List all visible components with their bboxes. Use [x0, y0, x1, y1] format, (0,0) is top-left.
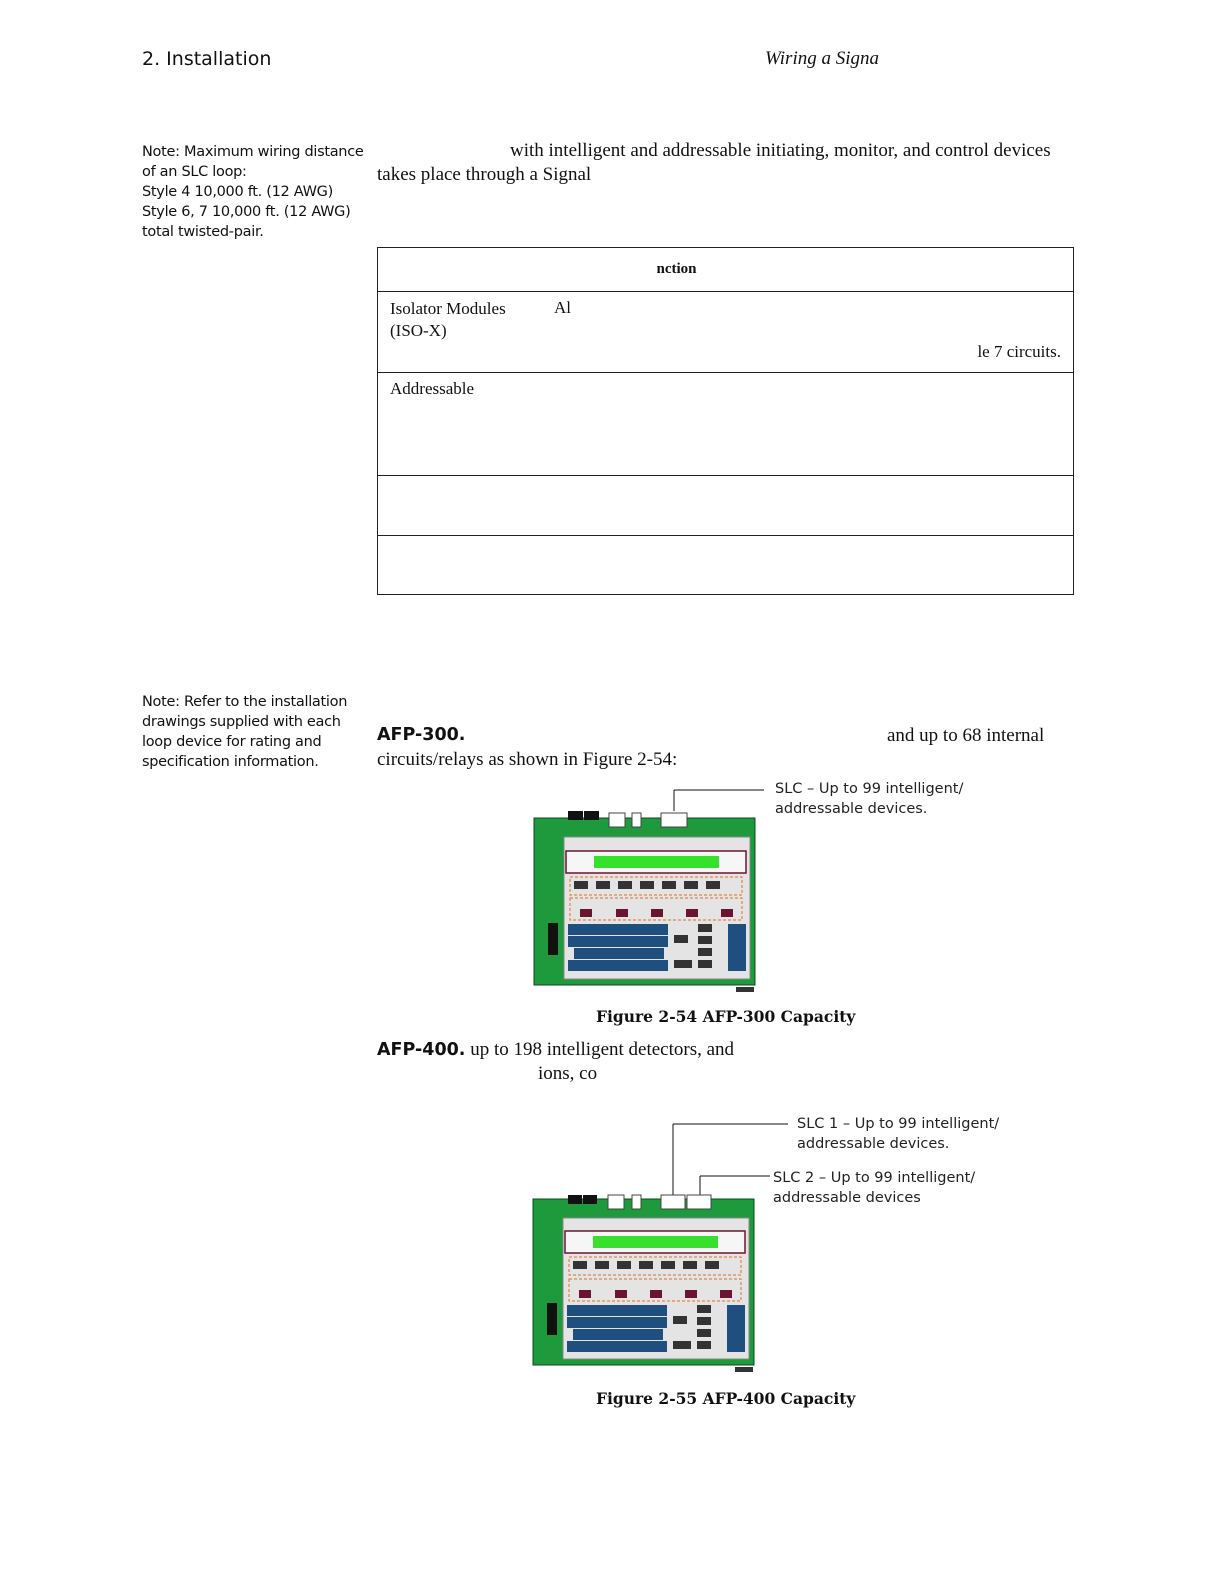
afp400-slc2-callout: SLC 2 – Up to 99 intelligent/ addressable devices	[773, 1170, 976, 1206]
running-title: Wiring a Signa	[765, 48, 880, 69]
afp400-label: AFP-400.	[377, 1040, 466, 1060]
afp300-text-tail: and up to 68 internal	[887, 725, 1045, 746]
afp300-text-line2: circuits/relays as shown in Figure 2-54:	[377, 749, 678, 770]
table-row-isolator: Isolator Modules (ISO-X) Al le 7 circuits.	[378, 292, 1074, 373]
afp400-panel-illustration	[530, 1115, 790, 1377]
table-row-addressable: Addressable	[378, 373, 1074, 476]
afp400-slc1-callout: SLC 1 – Up to 99 intelligent/ addressable devices.	[797, 1116, 1000, 1152]
afp300-label: AFP-300.	[377, 725, 466, 745]
table-row-empty-1	[378, 476, 1074, 536]
afp300-panel-illustration	[530, 785, 770, 995]
note-slc-distance: Note: Maximum wiring distance of an SLC loop: Style 4 10,000 ft. (12 AWG) Style 6, 7 10,000 ft. (12 AWG) total twisted-pair.	[142, 144, 364, 240]
afp300-slc-callout: SLC – Up to 99 intelligent/ addressable devices.	[775, 781, 964, 817]
intro-line-1: with intelligent and addressable initiating, monitor, and control devices	[510, 140, 1051, 161]
afp400-text-line1: AFP-400. up to 198 intelligent detectors, and	[377, 1039, 735, 1060]
figure-2-54-caption: Figure 2-54 AFP-300 Capacity	[596, 1007, 856, 1026]
slc-device-table	[377, 247, 1074, 595]
table-header: nction	[378, 248, 1074, 292]
figure-2-55-caption: Figure 2-55 AFP-400 Capacity	[596, 1389, 856, 1408]
note-refer-drawings: Note: Refer to the installation drawings supplied with each loop device for rating and specification information.	[142, 694, 348, 770]
intro-line-2: takes place through a Signal	[377, 164, 592, 185]
section-header: 2. Installation	[142, 48, 272, 70]
table-row-empty-2	[378, 536, 1074, 595]
afp400-text-line2: ions, co	[538, 1063, 598, 1084]
